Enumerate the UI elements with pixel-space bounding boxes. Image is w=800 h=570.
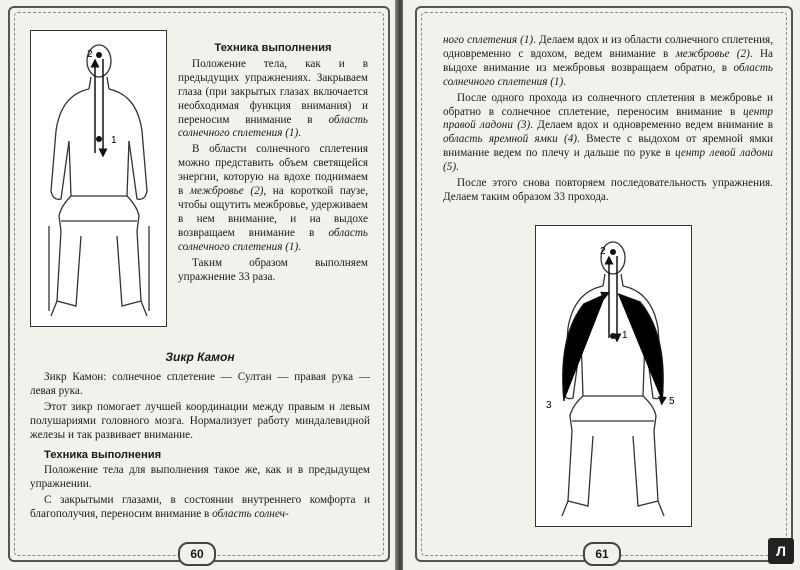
right-paragraph-3: После этого снова повторяем последовательность упражнения. Делаем таким образом 33 прохода. (443, 177, 773, 203)
label-2: 2 (600, 246, 606, 257)
left-section1 (178, 42, 368, 286)
label-5: 5 (669, 396, 675, 407)
zikr-paragraph-2: Этот зикр помогает лучшей координации между правым и левым полушариями головного мозга. Нормализует работу миндалевидной железы и так развивает внимание. (30, 400, 370, 441)
right-text (443, 34, 773, 207)
label-4: 4 (592, 298, 598, 309)
left-paragraph-2: В области солнечного сплетения можно представить объем светящейся энергии, которую на вдохе поднимаем в межбровье (2), на короткой паузе, чтобы ощутить межбровье, удерживаем в нем внимание, и на выдохе возвращаем внимание в область солнечного сплетения (1). (178, 143, 368, 253)
right-figure (535, 225, 692, 527)
right-page (403, 0, 800, 570)
seated-man-illustration-2 (536, 226, 691, 526)
label-3: 3 (546, 400, 552, 411)
label-2: 2 (87, 49, 93, 60)
right-paragraph-2: После одного прохода из солнечного сплетения в межбровье и обратно в солнечное сплетение, переносим внимание в центр правой ладони (3). Делаем вдох и одновременно ведем внимание в область яремной ямки (4). Вместе с выдохом от яремной ямки внимание ведем по плечу и дальше по руке в центр левой ладони (5). (443, 91, 774, 174)
left-figure (30, 30, 167, 327)
page-number-left: 60 (178, 542, 216, 566)
left-paragraph-1: Положение тела, как и в предыдущих упражнениях. Закрываем глаза (при закрытых глазах включается необходимая функция внимания) и переносим внимание в область солнечного сплетения (1). (178, 57, 368, 140)
left-paragraph-3: Таким образом выполняем упражнение 33 раза. (178, 256, 368, 283)
seated-man-illustration (31, 31, 166, 326)
technique-heading-1: Техника выполнения (214, 42, 332, 54)
left-paragraph-5: С закрытыми глазами, в состоянии внутреннего комфорта и благополучия, переносим внимание в область солнеч- (30, 494, 370, 521)
left-section2 (30, 371, 370, 524)
label-1: 1 (622, 330, 628, 341)
zikr-title: Зикр Камон (165, 350, 235, 364)
left-page (0, 0, 397, 570)
label-1: 1 (111, 135, 117, 146)
technique-heading-2: Техника выполнения (44, 448, 162, 461)
left-paragraph-4: Положение тела для выполнения такое же, как и в предыдущем упражнении. (30, 464, 370, 491)
right-paragraph-1: ного сплетения (1). Делаем вдох и из области солнечного сплетения, одновременно с вдохом, ведем внимание в межбровье (2). На выдохе внимание из межбровья возвращаем обратно, в область солнечного сплетения (1). (443, 34, 774, 88)
publisher-logo: Л (768, 538, 794, 564)
zikr-paragraph-1: Зикр Камон: солнечное сплетение — Султан — правая рука — левая рука. (30, 371, 370, 397)
page-number-right: 61 (583, 542, 621, 566)
